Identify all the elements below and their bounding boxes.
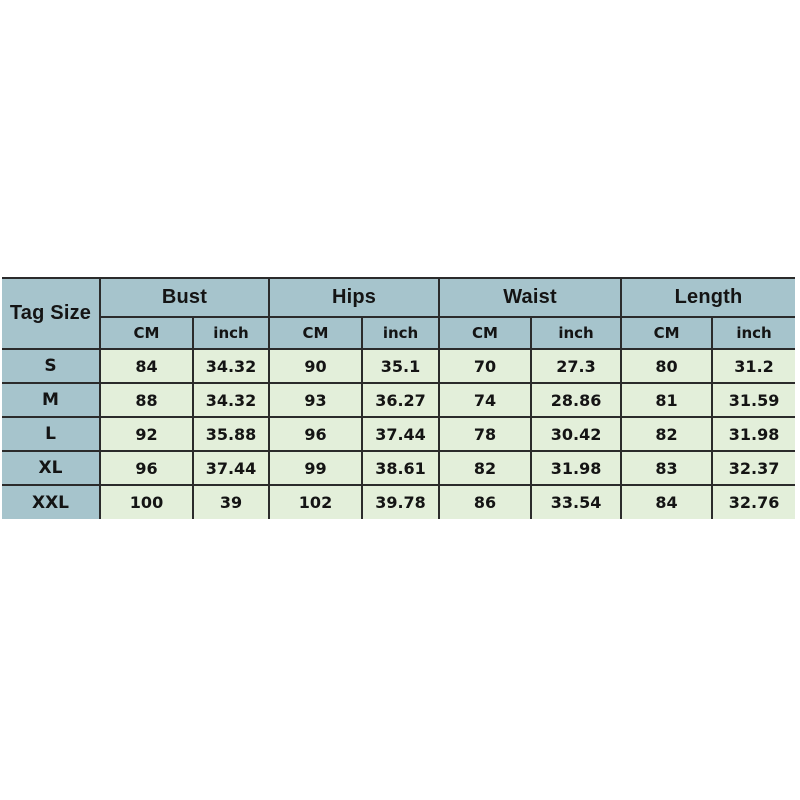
- waist-inch-value: 28.86: [531, 383, 621, 417]
- group-header-hips: Hips: [269, 279, 439, 317]
- length-cm-value: 80: [621, 349, 712, 383]
- waist-cm-value: 86: [439, 485, 531, 519]
- unit-header-length-inch: inch: [712, 317, 795, 349]
- hips-inch-value: 35.1: [362, 349, 439, 383]
- size-label: XXL: [2, 485, 100, 519]
- length-cm-value: 82: [621, 417, 712, 451]
- size-label: XL: [2, 451, 100, 485]
- bust-cm-value: 96: [100, 451, 193, 485]
- unit-header-waist-inch: inch: [531, 317, 621, 349]
- table-row-m: [2, 383, 795, 417]
- waist-cm-value: 82: [439, 451, 531, 485]
- size-chart-table: [2, 277, 795, 519]
- bust-inch-value: 37.44: [193, 451, 269, 485]
- length-inch-value: 32.76: [712, 485, 795, 519]
- hips-inch-value: 37.44: [362, 417, 439, 451]
- hips-cm-value: 102: [269, 485, 362, 519]
- table-row-xxl: [2, 485, 795, 519]
- table-row-l: [2, 417, 795, 451]
- bust-cm-value: 100: [100, 485, 193, 519]
- tag-size-header: Tag Size: [2, 279, 100, 349]
- waist-cm-value: 70: [439, 349, 531, 383]
- length-inch-value: 32.37: [712, 451, 795, 485]
- bust-cm-value: 84: [100, 349, 193, 383]
- size-label: S: [2, 349, 100, 383]
- waist-inch-value: 27.3: [531, 349, 621, 383]
- waist-inch-value: 31.98: [531, 451, 621, 485]
- bust-inch-value: 34.32: [193, 383, 269, 417]
- bust-inch-value: 35.88: [193, 417, 269, 451]
- bust-cm-value: 88: [100, 383, 193, 417]
- waist-cm-value: 74: [439, 383, 531, 417]
- length-cm-value: 83: [621, 451, 712, 485]
- table-row-s: [2, 349, 795, 383]
- bust-inch-value: 39: [193, 485, 269, 519]
- hips-cm-value: 93: [269, 383, 362, 417]
- unit-header-bust-inch: inch: [193, 317, 269, 349]
- length-inch-value: 31.98: [712, 417, 795, 451]
- hips-inch-value: 38.61: [362, 451, 439, 485]
- hips-inch-value: 39.78: [362, 485, 439, 519]
- hips-inch-value: 36.27: [362, 383, 439, 417]
- unit-header-bust-cm: CM: [100, 317, 193, 349]
- length-cm-value: 81: [621, 383, 712, 417]
- unit-header-hips-cm: CM: [269, 317, 362, 349]
- unit-header-hips-inch: inch: [362, 317, 439, 349]
- length-inch-value: 31.59: [712, 383, 795, 417]
- group-header-bust: Bust: [100, 279, 269, 317]
- waist-inch-value: 33.54: [531, 485, 621, 519]
- size-chart: [2, 279, 795, 519]
- size-label: L: [2, 417, 100, 451]
- unit-header-waist-cm: CM: [439, 317, 531, 349]
- waist-inch-value: 30.42: [531, 417, 621, 451]
- group-header-length: Length: [621, 279, 795, 317]
- size-label: M: [2, 383, 100, 417]
- waist-cm-value: 78: [439, 417, 531, 451]
- hips-cm-value: 99: [269, 451, 362, 485]
- table-row-xl: [2, 451, 795, 485]
- group-header-waist: Waist: [439, 279, 621, 317]
- bust-inch-value: 34.32: [193, 349, 269, 383]
- unit-header-length-cm: CM: [621, 317, 712, 349]
- hips-cm-value: 90: [269, 349, 362, 383]
- length-cm-value: 84: [621, 485, 712, 519]
- length-inch-value: 31.2: [712, 349, 795, 383]
- bust-cm-value: 92: [100, 417, 193, 451]
- hips-cm-value: 96: [269, 417, 362, 451]
